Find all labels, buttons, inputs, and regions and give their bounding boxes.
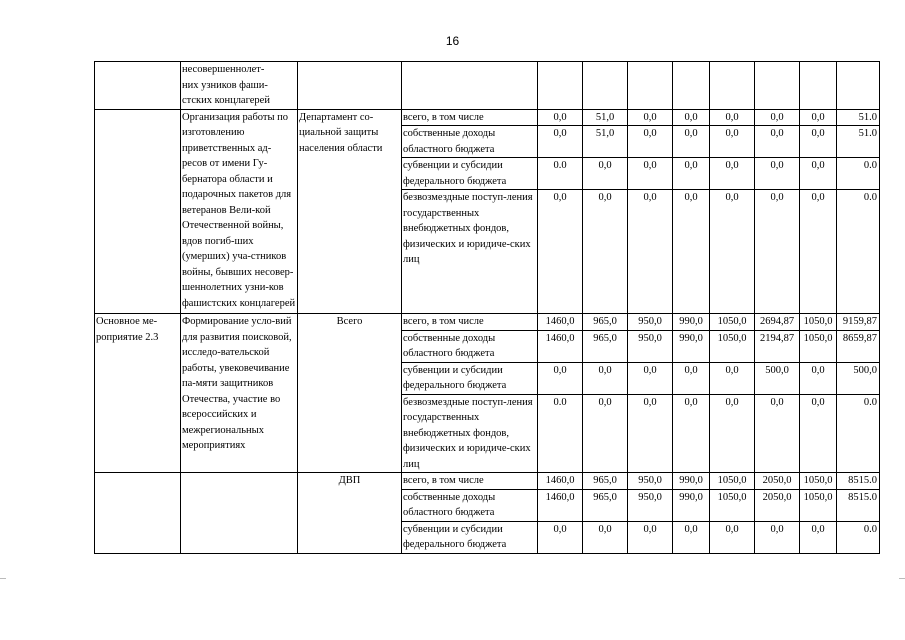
funding-source-cell: всего, в том числе xyxy=(402,109,538,126)
total-value-cell: 8659,87 xyxy=(837,330,880,362)
year-value-cell: 0,0 xyxy=(583,158,628,190)
table-row xyxy=(95,473,880,490)
year-value-cell: 950,0 xyxy=(628,330,673,362)
year-value-cell: 1050,0 xyxy=(710,489,755,521)
year-value-cell: 0,0 xyxy=(800,394,837,473)
year-value-cell: 1050,0 xyxy=(710,314,755,331)
funding-source-cell: всего, в том числе xyxy=(402,473,538,490)
year-value-cell xyxy=(583,62,628,110)
year-value-cell: 0,0 xyxy=(755,521,800,553)
year-value-cell xyxy=(538,62,583,110)
year-value-cell: 0,0 xyxy=(538,190,583,314)
year-value-cell: 950,0 xyxy=(628,473,673,490)
funding-source-cell: всего, в том числе xyxy=(402,314,538,331)
year-value-cell: 0,0 xyxy=(538,126,583,158)
funding-source-cell: субвенции и субсидии федерального бюджета xyxy=(402,362,538,394)
year-value-cell: 2194,87 xyxy=(755,330,800,362)
year-value-cell: 1460,0 xyxy=(538,330,583,362)
executor-cell: Всего xyxy=(298,314,402,473)
table-row xyxy=(95,62,880,110)
year-value-cell: 0,0 xyxy=(800,190,837,314)
year-value-cell: 950,0 xyxy=(628,489,673,521)
year-value-cell: 950,0 xyxy=(628,314,673,331)
year-value-cell: 51,0 xyxy=(583,126,628,158)
program-cell: Основное ме-роприятие 2.3 xyxy=(95,314,181,473)
executor-cell: Департамент со-циальной защиты населения области xyxy=(298,109,402,314)
year-value-cell: 1050,0 xyxy=(710,330,755,362)
year-value-cell: 0,0 xyxy=(710,158,755,190)
year-value-cell: 0,0 xyxy=(628,521,673,553)
year-value-cell: 965,0 xyxy=(583,314,628,331)
total-value-cell: 51.0 xyxy=(837,126,880,158)
executor-cell xyxy=(298,62,402,110)
funding-source-cell: собственные доходы областного бюджета xyxy=(402,126,538,158)
total-value-cell: 0.0 xyxy=(837,158,880,190)
page-number: 16 xyxy=(445,34,460,48)
funding-source-cell: безвозмездные поступ-ления государственных внебюджетных фондов, физических и юридиче-ских лиц xyxy=(402,190,538,314)
year-value-cell: 0,0 xyxy=(628,362,673,394)
year-value-cell: 965,0 xyxy=(583,489,628,521)
year-value-cell: 0,0 xyxy=(800,126,837,158)
year-value-cell: 1050,0 xyxy=(800,330,837,362)
year-value-cell: 0,0 xyxy=(628,158,673,190)
total-value-cell xyxy=(837,62,880,110)
total-value-cell: 51.0 xyxy=(837,109,880,126)
year-value-cell: 1050,0 xyxy=(710,473,755,490)
year-value-cell: 0,0 xyxy=(673,394,710,473)
year-value-cell xyxy=(800,62,837,110)
funding-source-cell: собственные доходы областного бюджета xyxy=(402,330,538,362)
year-value-cell: 0,0 xyxy=(800,362,837,394)
year-value-cell: 0,0 xyxy=(800,521,837,553)
year-value-cell: 0,0 xyxy=(628,109,673,126)
year-value-cell xyxy=(628,62,673,110)
year-value-cell: 0,0 xyxy=(538,521,583,553)
year-value-cell: 1460,0 xyxy=(538,314,583,331)
program-cell xyxy=(95,109,181,314)
year-value-cell: 500,0 xyxy=(755,362,800,394)
year-value-cell: 0,0 xyxy=(755,109,800,126)
year-value-cell: 0,0 xyxy=(583,394,628,473)
year-value-cell: 0,0 xyxy=(710,109,755,126)
total-value-cell: 0.0 xyxy=(837,394,880,473)
year-value-cell: 0,0 xyxy=(583,362,628,394)
year-value-cell: 0,0 xyxy=(673,190,710,314)
program-cell xyxy=(95,62,181,110)
year-value-cell: 2694,87 xyxy=(755,314,800,331)
year-value-cell: 0,0 xyxy=(673,126,710,158)
year-value-cell: 1460,0 xyxy=(538,489,583,521)
total-value-cell: 9159,87 xyxy=(837,314,880,331)
year-value-cell: 0,0 xyxy=(673,109,710,126)
year-value-cell: 2050,0 xyxy=(755,489,800,521)
year-value-cell: 1460,0 xyxy=(538,473,583,490)
year-value-cell: 0,0 xyxy=(755,126,800,158)
year-value-cell: 51,0 xyxy=(583,109,628,126)
event-cell xyxy=(181,473,298,554)
year-value-cell: 965,0 xyxy=(583,330,628,362)
year-value-cell: 0,0 xyxy=(710,521,755,553)
total-value-cell: 0.0 xyxy=(837,521,880,553)
year-value-cell: 1050,0 xyxy=(800,473,837,490)
year-value-cell: 0,0 xyxy=(755,394,800,473)
year-value-cell: 0,0 xyxy=(800,158,837,190)
year-value-cell: 0,0 xyxy=(538,109,583,126)
event-cell: Организация работы по изготовлению приветственных ад-ресов от имени Гу-бернатора области и подарочных пакетов для ветеранов Вели-кой Отечественной войны, вдов погиб-ших (умерших) уча-стников войны, бывших несовер-шеннолетних узни-ков фашистских концлагерей xyxy=(181,109,298,314)
table-row xyxy=(95,109,880,126)
year-value-cell: 0,0 xyxy=(628,126,673,158)
event-cell: Формирование усло-вий для развития поисковой, исследо-вательской работы, увековечивание па-мяти защитников Отечества, участие во всероссийских и межрегиональных мероприятиях xyxy=(181,314,298,473)
budget-table xyxy=(94,61,880,554)
year-value-cell xyxy=(755,62,800,110)
funding-source-cell: безвозмездные поступ-ления государственных внебюджетных фондов, физических и юридиче-ских лиц xyxy=(402,394,538,473)
program-cell xyxy=(95,473,181,554)
year-value-cell: 0,0 xyxy=(538,362,583,394)
year-value-cell: 0,0 xyxy=(628,394,673,473)
scan-edge-mark xyxy=(0,578,6,579)
year-value-cell: 0,0 xyxy=(583,521,628,553)
scan-edge-mark xyxy=(899,578,905,579)
year-value-cell: 0,0 xyxy=(755,190,800,314)
funding-source-cell: субвенции и субсидии федерального бюджета xyxy=(402,521,538,553)
funding-source-cell xyxy=(402,62,538,110)
year-value-cell: 0,0 xyxy=(710,394,755,473)
total-value-cell: 0.0 xyxy=(837,190,880,314)
year-value-cell xyxy=(673,62,710,110)
year-value-cell: 965,0 xyxy=(583,473,628,490)
year-value-cell: 0,0 xyxy=(583,190,628,314)
year-value-cell: 990,0 xyxy=(673,473,710,490)
year-value-cell: 0,0 xyxy=(628,190,673,314)
funding-source-cell: собственные доходы областного бюджета xyxy=(402,489,538,521)
year-value-cell: 990,0 xyxy=(673,314,710,331)
total-value-cell: 500,0 xyxy=(837,362,880,394)
year-value-cell: 0,0 xyxy=(755,158,800,190)
year-value-cell: 990,0 xyxy=(673,330,710,362)
year-value-cell: 2050,0 xyxy=(755,473,800,490)
year-value-cell: 0,0 xyxy=(710,126,755,158)
year-value-cell: 990,0 xyxy=(673,489,710,521)
total-value-cell: 8515.0 xyxy=(837,473,880,490)
table-row xyxy=(95,314,880,331)
executor-cell: ДВП xyxy=(298,473,402,554)
year-value-cell: 0,0 xyxy=(673,362,710,394)
year-value-cell xyxy=(710,62,755,110)
funding-source-cell: субвенции и субсидии федерального бюджета xyxy=(402,158,538,190)
year-value-cell: 0.0 xyxy=(538,158,583,190)
year-value-cell: 0,0 xyxy=(673,521,710,553)
year-value-cell: 0,0 xyxy=(710,190,755,314)
year-value-cell: 1050,0 xyxy=(800,314,837,331)
year-value-cell: 0,0 xyxy=(673,158,710,190)
year-value-cell: 1050,0 xyxy=(800,489,837,521)
year-value-cell: 0.0 xyxy=(538,394,583,473)
total-value-cell: 8515.0 xyxy=(837,489,880,521)
year-value-cell: 0,0 xyxy=(710,362,755,394)
event-cell: несовершеннолет- них узников фаши- стских концлагерей xyxy=(181,62,298,110)
year-value-cell: 0,0 xyxy=(800,109,837,126)
